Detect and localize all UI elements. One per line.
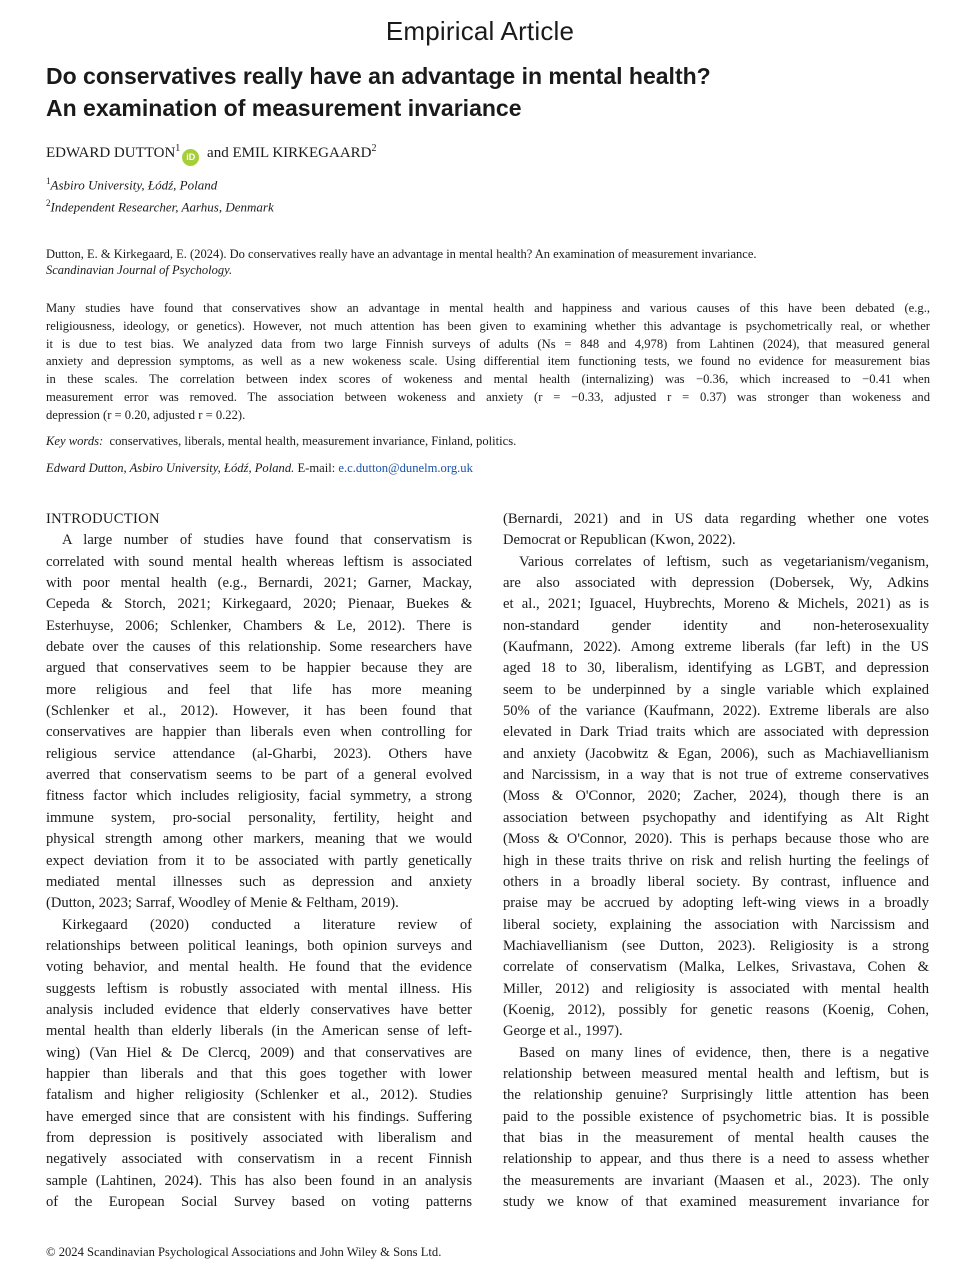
body-line: study we know of that examined measurement invariance for bbox=[503, 1194, 929, 1210]
abstract-line: religiousness, ideology, or genetics). However, not much attention has been given to examining whether this advantage is psychometrically real, or whether bbox=[46, 318, 930, 333]
body-line: Esterhuyse, 2006; Schlenker, Chambers & Le, 2012). There is bbox=[46, 617, 472, 634]
body-line: negatively associated with conservatism in a recent Finnish bbox=[46, 1151, 472, 1168]
copyright-footer: © 2024 Scandinavian Psychological Associations and John Wiley & Sons Ltd. bbox=[46, 1245, 442, 1259]
body-line: (Kaufmann, 2022). Among extreme liberals (far left) in the US bbox=[503, 639, 929, 656]
body-line: sample (Lahtinen, 2024). This has also been found in an analysis bbox=[46, 1172, 472, 1189]
body-line: praise may be accrued by adopting left-wing views in a broadly bbox=[503, 895, 929, 912]
email-label: E-mail: bbox=[297, 461, 336, 475]
body-line: association between psychopathy and identifying as Alt Right bbox=[503, 809, 929, 826]
title-line-2: An examination of measurement invariance bbox=[46, 95, 522, 121]
body-line: immune system, pro-social personality, fertility, height and bbox=[46, 809, 472, 826]
article-type-label: Empirical Article bbox=[385, 16, 575, 46]
body-column-left bbox=[46, 509, 472, 1213]
abstract-line: in these scales. The correlation between index scores of wokeness and mental health (internalizing) was −0.36, which increased to −0.41 when bbox=[46, 372, 930, 387]
author-1-affil-sup: 1 bbox=[175, 143, 181, 154]
body-line: physical strength among other markers, meaning that we would bbox=[46, 831, 472, 848]
keywords bbox=[46, 434, 516, 449]
orcid-icon[interactable]: iD bbox=[182, 149, 199, 166]
body-line: mediated mental illnesses such as depression and anxiety bbox=[46, 873, 472, 890]
affiliation-1-text: Asbiro University, Łódź, Poland bbox=[50, 177, 218, 193]
body-line: (Dutton, 2023; Sarraf, Woodley of Menie & Feltham, 2019). bbox=[46, 895, 399, 912]
body-line: and Narcissism, in a way that is not true of extreme conservatives bbox=[503, 767, 929, 784]
body-line: (Koenig, 2012), possibly for genetic reasons (Koenig, Cohen, bbox=[503, 1001, 929, 1018]
body-line: A large number of studies have found that conservatism is bbox=[62, 532, 472, 549]
citation-text: Dutton, E. & Kirkegaard, E. (2024). Do conservatives really have an advantage in mental health? An examination of measurement invariance. bbox=[46, 247, 757, 261]
body-line: have emerged since that are consistent with his findings. Suffering bbox=[46, 1108, 472, 1125]
body-line: liberal society, explaining the association with Narcissism and bbox=[503, 916, 929, 933]
body-line: seem to be underpinned by a single variable which explained bbox=[503, 681, 929, 698]
body-line: correlate of conservatism (Malka, Lelkes, Srivastava, Cohen & bbox=[503, 959, 929, 976]
body-line: analysis included evidence that elderly conservatives have better bbox=[46, 1001, 472, 1018]
body-line: the relationship genuine? Surprisingly little attention has been bbox=[503, 1087, 929, 1104]
body-line: elevated in Dark Triad traits which are associated with depression bbox=[503, 724, 929, 741]
abstract-line: anxiety and depression symptoms, as well as a new wokeness scale. Using differential item functioning tests, we found no evidence for measurement bias bbox=[46, 354, 930, 369]
body-line: non-standard gender identity and non-heterosexuality bbox=[503, 617, 929, 634]
affiliation-1 bbox=[46, 172, 274, 194]
body-line: et al., 2021; Iguacel, Huybrechts, Moreno & Michels, 2021) as is bbox=[503, 596, 929, 613]
abstract-line: Many studies have found that conservatives show an advantage in mental health and happiness and various causes of this have been debated (e.g., bbox=[46, 301, 930, 315]
body-line: debate over the causes of this relationship. Some researchers have bbox=[46, 639, 472, 656]
affiliation-1-sup: 1 bbox=[46, 176, 51, 186]
body-line: high in these traits thrive on risk and relish hurting the feelings of bbox=[503, 852, 929, 869]
body-line: and anxiety (Jacobwitz & Egan, 2006), such as Machiavellianism bbox=[503, 745, 929, 762]
abstract bbox=[46, 300, 930, 425]
body-line: aged 18 to 30, liberalism, identifying as LGBT, and depression bbox=[503, 660, 929, 677]
body-line: wing) (Van Hiel & De Clercq, 2009) and that conservatives are bbox=[46, 1044, 472, 1061]
keywords-label: Key words: bbox=[46, 434, 104, 448]
body-line: Cepeda & Storch, 2021; Kirkegaard, 2020; Pienaar, Buekes & bbox=[46, 596, 472, 613]
body-line: happier than liberals and that this goes together with lower bbox=[46, 1065, 472, 1082]
section-heading-introduction: INTRODUCTION bbox=[46, 511, 160, 527]
body-line: relationships between political leanings, both opinion surveys and bbox=[46, 937, 472, 954]
author-1-name[interactable]: EDWARD DUTTON bbox=[46, 145, 176, 161]
body-line: Based on many lines of evidence, then, there is a negative bbox=[519, 1044, 929, 1061]
body-line: Democrat or Republican (Kwon, 2022). bbox=[503, 532, 736, 549]
body-line: George et al., 1997). bbox=[503, 1023, 623, 1040]
body-line: are also associated with depression (Dobersek, Wy, Adkins bbox=[503, 575, 929, 592]
correspondence-text: Edward Dutton, Asbiro University, Łódź, Poland. bbox=[46, 461, 295, 475]
body-line: that bias in the measurement of mental health causes the bbox=[503, 1129, 929, 1146]
body-line: fatalism and higher religiosity (Schlenker et al., 2012). Studies bbox=[46, 1087, 472, 1104]
body-line: more religious and feel that life has more meaning bbox=[46, 681, 472, 698]
body-line: from depression is positively associated with liberalism and bbox=[46, 1129, 472, 1146]
body-line: relationship between measured mental health and leftism, but is bbox=[503, 1065, 929, 1082]
body-line: (Schlenker et al., 2012). However, it has been found that bbox=[46, 703, 472, 720]
body-column-right bbox=[503, 509, 929, 1213]
body-line: Various correlates of leftism, such as vegetarianism/veganism, bbox=[519, 553, 929, 570]
body-line: paid to the possible existence of psychometric bias. It is possible bbox=[503, 1108, 929, 1125]
body-line: (Moss & O'Connor, 2020; Zacher, 2024), though there is an bbox=[503, 788, 929, 805]
body-line: 50% of the variance (Kaufmann, 2022). Extreme liberals are also bbox=[503, 703, 929, 720]
body-line: conservatives are happier than liberals even when controlling for bbox=[46, 724, 472, 741]
body-line: argued that conservatives seem to be happier because they are bbox=[46, 660, 472, 677]
affiliation-2-sup: 2 bbox=[46, 198, 51, 209]
body-line: (Bernardi, 2021) and in US data regarding whether one votes bbox=[503, 511, 929, 527]
body-line: correlated with sound mental health whereas leftism is associated bbox=[46, 553, 472, 570]
body-line: (Moss & O'Connor, 2020). This is perhaps because those who are bbox=[503, 831, 929, 848]
article-title bbox=[46, 60, 926, 124]
body-line: with poor mental health (e.g., Bernardi, 2021; Garner, Mackay, bbox=[46, 575, 472, 592]
affiliation-2 bbox=[46, 194, 274, 216]
citation-block bbox=[46, 246, 926, 278]
title-line-1: Do conservatives really have an advantage in mental health? bbox=[46, 63, 711, 89]
affiliations bbox=[46, 172, 274, 217]
body-line: mental health than elderly liberals (in the American sense of left- bbox=[46, 1023, 472, 1040]
body-line: Miller, 2012) and religiosity is associated with mental health bbox=[503, 980, 929, 997]
body-line: the measurements are invariant (Maasen et al., 2023). The only bbox=[503, 1172, 929, 1189]
affiliation-2-text: Independent Researcher, Aarhus, Denmark bbox=[50, 199, 274, 215]
author-list bbox=[46, 143, 376, 166]
abstract-line: depression (r = 0.20, adjusted r = 0.22). bbox=[46, 407, 246, 422]
body-line: relationship to appear, and thus there is a need to assess whether bbox=[503, 1151, 929, 1168]
citation-journal: Scandinavian Journal of Psychology. bbox=[46, 263, 233, 277]
body-line: voting behavior, and mental health. He found that the evidence bbox=[46, 959, 472, 976]
body-line: Kirkegaard (2020) conducted a literature review of bbox=[62, 916, 472, 933]
author-connector: and bbox=[207, 145, 229, 161]
body-line: suggests leftism is robustly associated with mental illness. His bbox=[46, 980, 472, 997]
abstract-line: it is due to test bias. We analyzed data from two large Finnish surveys of adults (Ns = 848 and 4,978) from Lahtinen (2024), that measured general bbox=[46, 336, 930, 351]
body-line: fitness factor which includes religiosity, facial symmetry, a strong bbox=[46, 788, 472, 805]
abstract-line: measurement error was removed. The association between wokeness and anxiety (r = −0.33, adjusted r = 0.37) was stronger than wokeness and bbox=[46, 389, 930, 404]
author-2-affil-sup: 2 bbox=[371, 143, 377, 154]
keywords-text: conservatives, liberals, mental health, measurement invariance, Finland, politics. bbox=[109, 434, 517, 448]
email-link[interactable]: e.c.dutton@dunelm.org.uk bbox=[338, 461, 473, 475]
body-line: expect deviation from it to be associated with partly genetically bbox=[46, 852, 472, 869]
body-line: Machiavellianism (see Dutton, 2023). Religiosity is a strong bbox=[503, 937, 929, 954]
body-line: others in a broadly liberal society. By contrast, influence and bbox=[503, 873, 929, 890]
body-line: of the European Social Survey based on voting patterns bbox=[46, 1194, 472, 1210]
body-line: averred that conservatism seems to be part of a general evolved bbox=[46, 767, 472, 784]
author-2-name[interactable]: EMIL KIRKEGAARD bbox=[232, 145, 372, 161]
correspondence bbox=[46, 461, 473, 476]
body-line: religious service attendance (al-Gharbi, 2023). Others have bbox=[46, 745, 472, 762]
